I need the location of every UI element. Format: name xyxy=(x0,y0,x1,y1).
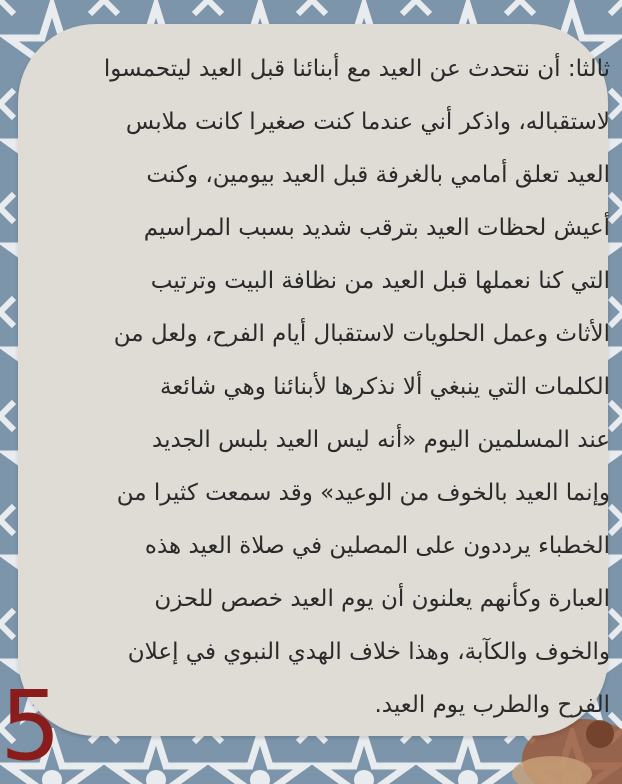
page-number: 5 xyxy=(0,670,62,782)
text-line: العيد تعلق أمامي بالغرفة قبل العيد بيومين، وكنت xyxy=(146,162,610,188)
text-line: الخطباء يرددون على المصلين في صلاة العيد هذه xyxy=(144,533,610,559)
text-card xyxy=(18,24,608,736)
text-line: الأثاث وعمل الحلويات لاستقبال أيام الفرح، ولعل من xyxy=(113,321,610,347)
text-line: وإنما العيد بالخوف من الوعيد» وقد سمعت كثيرا من xyxy=(116,480,610,506)
text-line: الفرح والطرب يوم العيد. xyxy=(374,692,610,718)
text-line: أعيش لحظات العيد بترقب شديد بسبب المراسيم xyxy=(143,215,610,241)
text-line: العبارة وكأنهم يعلنون أن يوم العيد خصص للحزن xyxy=(154,586,610,612)
text-line: ثالثا: أن نتحدث عن العيد مع أبنائنا قبل العيد ليتحمسوا xyxy=(103,56,610,82)
text-line: والخوف والكآبة، وهذا خلاف الهدي النبوي في إعلان xyxy=(127,639,610,665)
text-line: التي كنا نعملها قبل العيد من نظافة البيت وترتيب xyxy=(150,268,610,294)
text-line: لاستقباله، واذكر أني عندما كنت صغيرا كانت ملابس xyxy=(125,109,610,135)
text-line: الكلمات التي ينبغي ألا نذكرها لأبنائنا وهي شائعة xyxy=(160,374,610,400)
text-line: عند المسلمين اليوم «أنه ليس العيد بلبس الجديد xyxy=(152,427,610,453)
